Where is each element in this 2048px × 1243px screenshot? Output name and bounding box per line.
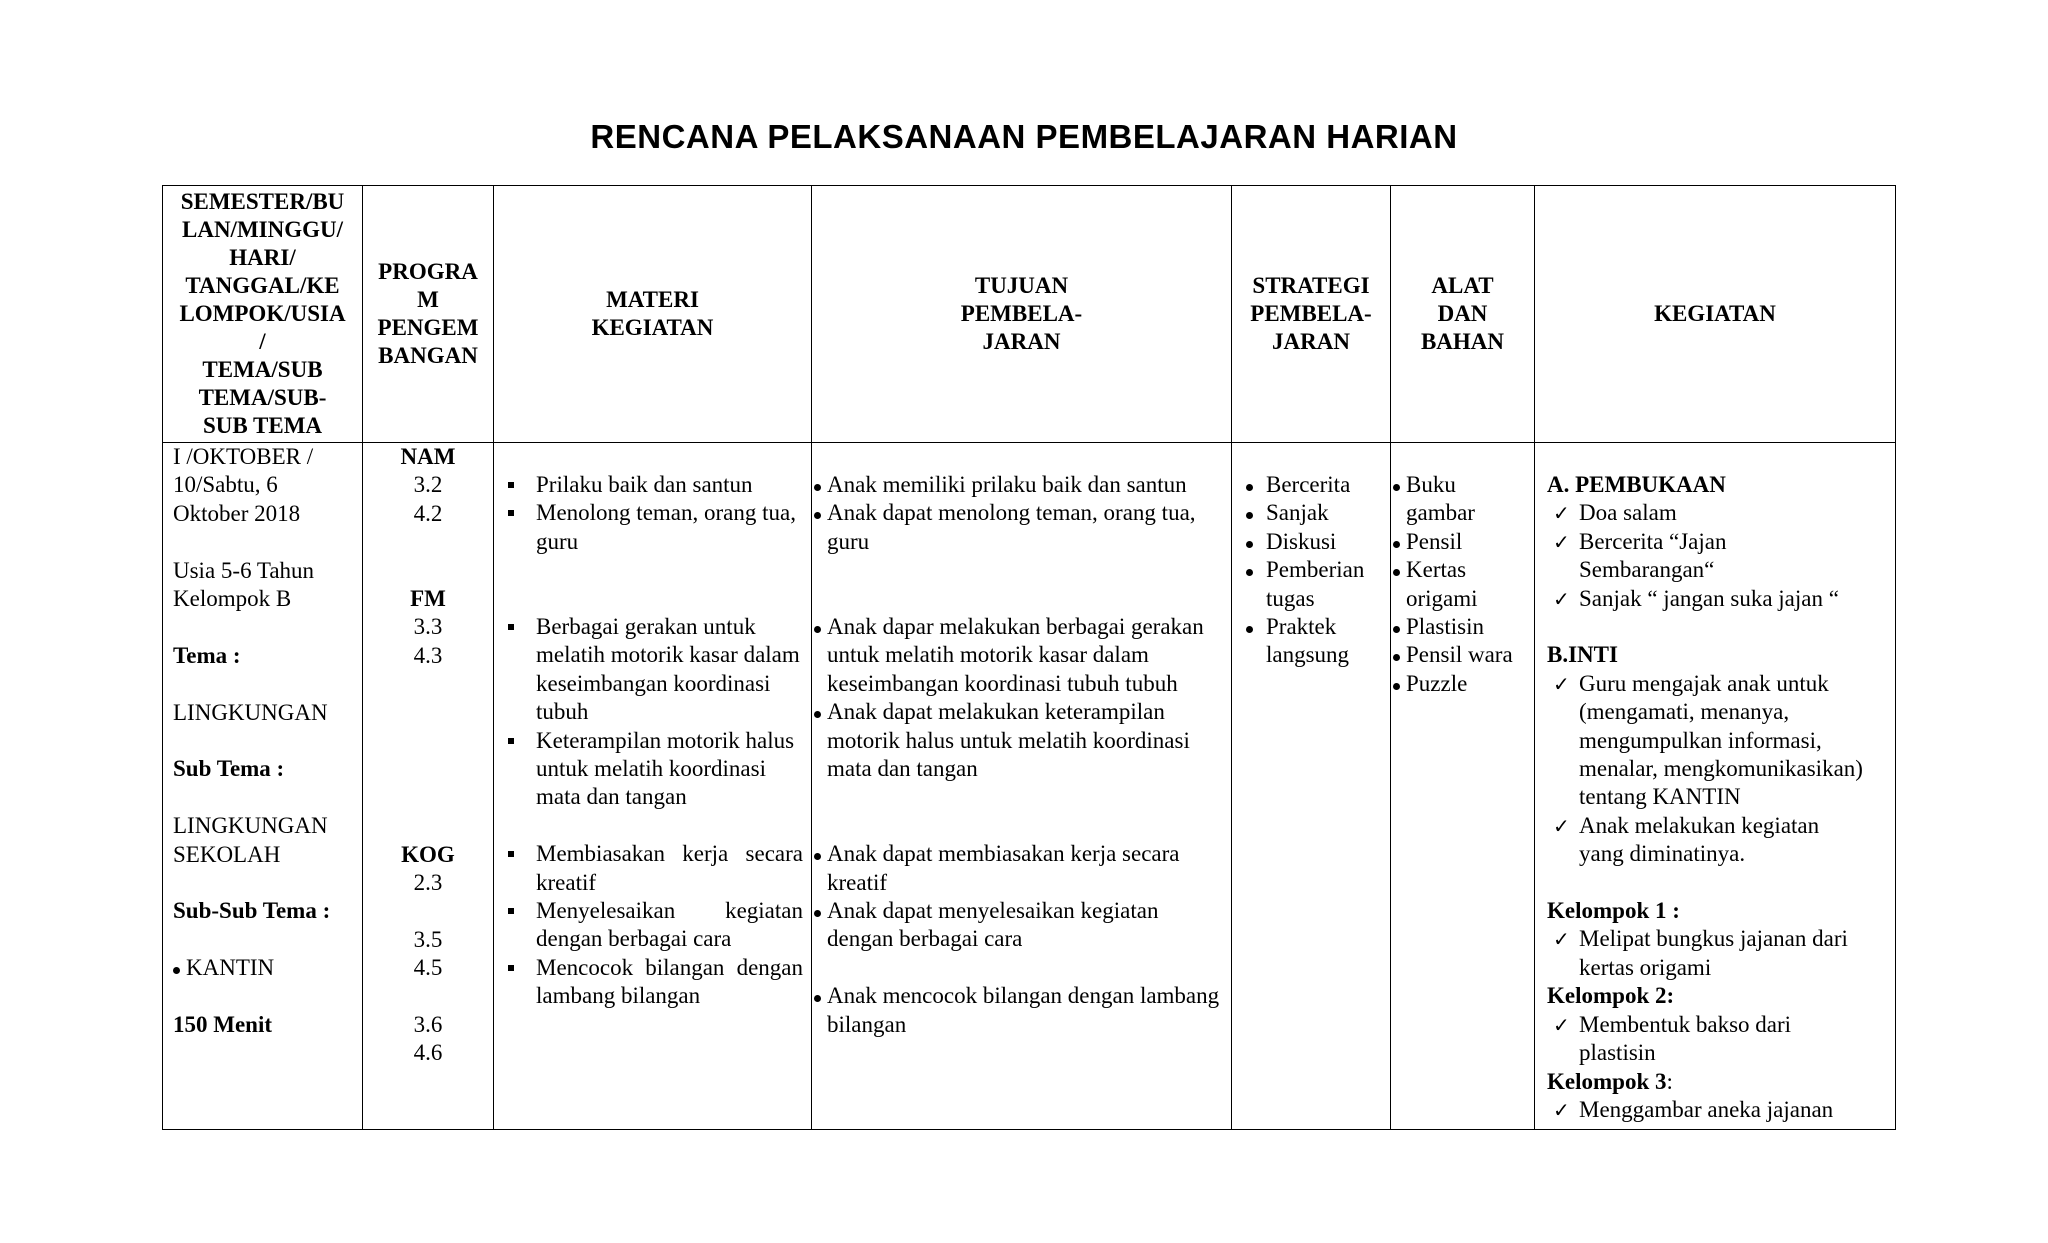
- header-kegiatan: KEGIATAN: [1535, 186, 1896, 443]
- header-program: PROGRA M PENGEM BANGAN: [363, 186, 494, 443]
- program-code: 4.2: [413, 500, 443, 526]
- materi-list: [494, 471, 803, 556]
- kelompok: Kelompok B: [173, 586, 292, 612]
- program-fm-label: FM: [410, 586, 446, 611]
- program-code: 3.2: [413, 472, 443, 498]
- alat-item: Buku gambar: [1391, 471, 1530, 528]
- kelompok-3-item: ✓ Menggambar aneka jajanan: [1547, 1096, 1887, 1124]
- subsubtema-value: KANTIN: [171, 954, 362, 982]
- pembukaan-title: A. PEMBUKAAN: [1547, 472, 1726, 497]
- tema-value: LINGKUNGAN: [173, 699, 328, 725]
- pembukaan-list: [1547, 499, 1887, 613]
- tujuan-item: Anak dapat membiasakan kerja secara kreatif: [812, 840, 1225, 897]
- header-row: [163, 186, 1896, 443]
- info-cell: [163, 443, 363, 1130]
- materi-item: Menolong teman, orang tua, guru: [494, 499, 803, 556]
- strategi-item: Bercerita: [1238, 471, 1386, 499]
- tujuan-item: Anak memiliki prilaku baik dan santun: [812, 471, 1225, 499]
- inti-title: B.INTI: [1547, 642, 1618, 668]
- program-code: 4.3: [413, 642, 443, 668]
- header-materi: MATERI KEGIATAN: [494, 186, 812, 443]
- pembukaan-item: ✓ Bercerita “Jajan Sembarangan“: [1547, 528, 1887, 585]
- strategi-item: Pemberian tugas: [1238, 556, 1386, 613]
- header-strategi: STRATEGI PEMBELA- JARAN: [1232, 186, 1391, 443]
- materi-list: [494, 613, 803, 812]
- subtema-value: SEKOLAH: [173, 841, 281, 867]
- alat-list: [1391, 471, 1530, 698]
- kelompok-1-title: Kelompok 1 :: [1547, 898, 1680, 924]
- alat-cell: [1391, 443, 1535, 1130]
- strategi-list: [1238, 471, 1386, 670]
- rpph-table: [162, 185, 1896, 1130]
- materi-item: Menyelesaikan kegiatan dengan berbagai cara: [494, 897, 803, 954]
- kelompok-2-list: [1547, 1011, 1887, 1068]
- program-cell: [363, 443, 494, 1130]
- kelompok-2-title: Kelompok 2:: [1547, 983, 1675, 1009]
- duration: 150 Menit: [173, 1012, 273, 1037]
- kelompok-3-list: [1547, 1096, 1887, 1124]
- header-tujuan: TUJUAN PEMBELA- JARAN: [812, 186, 1232, 443]
- tujuan-list: [812, 982, 1225, 1039]
- tujuan-list: [812, 613, 1225, 783]
- subtema-value: LINGKUNGAN: [173, 813, 328, 839]
- inti-list: [1547, 670, 1887, 869]
- program-code: 3.6: [413, 1011, 443, 1037]
- tujuan-item: Anak dapat menyelesaikan kegiatan dengan berbagai cara: [812, 897, 1225, 954]
- tujuan-item: Anak dapar melakukan berbagai gerakan untuk melatih motorik kasar dalam keseimbangan koordinasi tubuh tubuh: [812, 613, 1225, 698]
- program-code: 3.3: [413, 614, 443, 640]
- materi-item: Berbagai gerakan untuk melatih motorik kasar dalam keseimbangan koordinasi tubuh: [494, 613, 803, 727]
- strategi-cell: [1232, 443, 1391, 1130]
- usia: Usia 5-6 Tahun: [173, 557, 315, 583]
- subtema-label: Sub Tema :: [173, 756, 285, 782]
- date-line: Oktober 2018: [173, 500, 301, 526]
- tujuan-cell: [812, 443, 1232, 1130]
- header-semester: SEMESTER/BU LAN/MINGGU/ HARI/ TANGGAL/KE LOMPOK/USIA / TEMA/SUB TEMA/SUB- SUB TEMA: [163, 186, 363, 443]
- kelompok-3-title: Kelompok 3: [1547, 1068, 1667, 1094]
- pembukaan-item: ✓ Sanjak “ jangan suka jajan “: [1547, 585, 1887, 613]
- materi-item: Prilaku baik dan santun: [494, 471, 803, 499]
- content-row: [163, 443, 1896, 1130]
- tujuan-list: [812, 471, 1225, 556]
- kelompok-1-item: ✓ Melipat bungkus jajanan dari kertas origami: [1547, 925, 1887, 982]
- alat-item: Plastisin: [1391, 613, 1530, 641]
- materi-item: Keterampilan motorik halus untuk melatih koordinasi mata dan tangan: [494, 727, 803, 812]
- alat-item: Kertas origami: [1391, 556, 1530, 613]
- program-code: 4.5: [413, 955, 443, 981]
- materi-cell: [494, 443, 812, 1130]
- subsubtema-list: [171, 954, 362, 982]
- tujuan-item: Anak dapat melakukan keterampilan motorik halus untuk melatih koordinasi mata dan tangan: [812, 698, 1225, 783]
- alat-item: Puzzle: [1391, 670, 1530, 698]
- kelompok-1-list: [1547, 925, 1887, 982]
- tujuan-item: Anak dapat menolong teman, orang tua, guru: [812, 499, 1225, 556]
- kelompok-3-colon: :: [1666, 1068, 1673, 1094]
- strategi-item: Diskusi: [1238, 528, 1386, 556]
- pembukaan-item: ✓ Doa salam: [1547, 499, 1887, 527]
- tujuan-list: [812, 840, 1225, 954]
- program-code: 2.3: [413, 869, 443, 895]
- program-nam-label: NAM: [400, 444, 456, 469]
- date-line: 10/Sabtu, 6: [173, 472, 278, 498]
- strategi-item: Sanjak: [1238, 499, 1386, 527]
- subsubtema-label: Sub-Sub Tema :: [173, 898, 331, 924]
- materi-item: Mencocok bilangan dengan lambang bilangan: [494, 954, 803, 1011]
- tujuan-item: Anak mencocok bilangan dengan lambang bilangan: [812, 982, 1225, 1039]
- kelompok-3-title-line: [1547, 1068, 1887, 1096]
- strategi-item: Praktek langsung: [1238, 613, 1386, 670]
- inti-item: ✓ Guru mengajak anak untuk (mengamati, menanya, mengumpulkan informasi, menalar, mengkomunikasikan) tentang KANTIN: [1547, 670, 1887, 812]
- materi-item: Membiasakan kerja secara kreatif: [494, 840, 803, 897]
- program-code: 3.5: [413, 926, 443, 952]
- date-line: I /OKTOBER /: [173, 444, 314, 469]
- inti-item: ✓ Anak melakukan kegiatan yang diminatinya.: [1547, 812, 1887, 869]
- alat-item: Pensil wara: [1391, 641, 1530, 669]
- kegiatan-cell: [1535, 443, 1896, 1130]
- program-kog-label: KOG: [401, 841, 455, 867]
- kelompok-2-item: ✓ Membentuk bakso dari plastisin: [1547, 1011, 1887, 1068]
- materi-list: [494, 840, 803, 1010]
- alat-item: Pensil: [1391, 528, 1530, 556]
- tema-label: Tema :: [173, 642, 241, 668]
- header-alat: ALAT DAN BAHAN: [1391, 186, 1535, 443]
- program-code: 4.6: [413, 1040, 443, 1066]
- document-title: RENCANA PELAKSANAAN PEMBELAJARAN HARIAN: [590, 118, 1458, 155]
